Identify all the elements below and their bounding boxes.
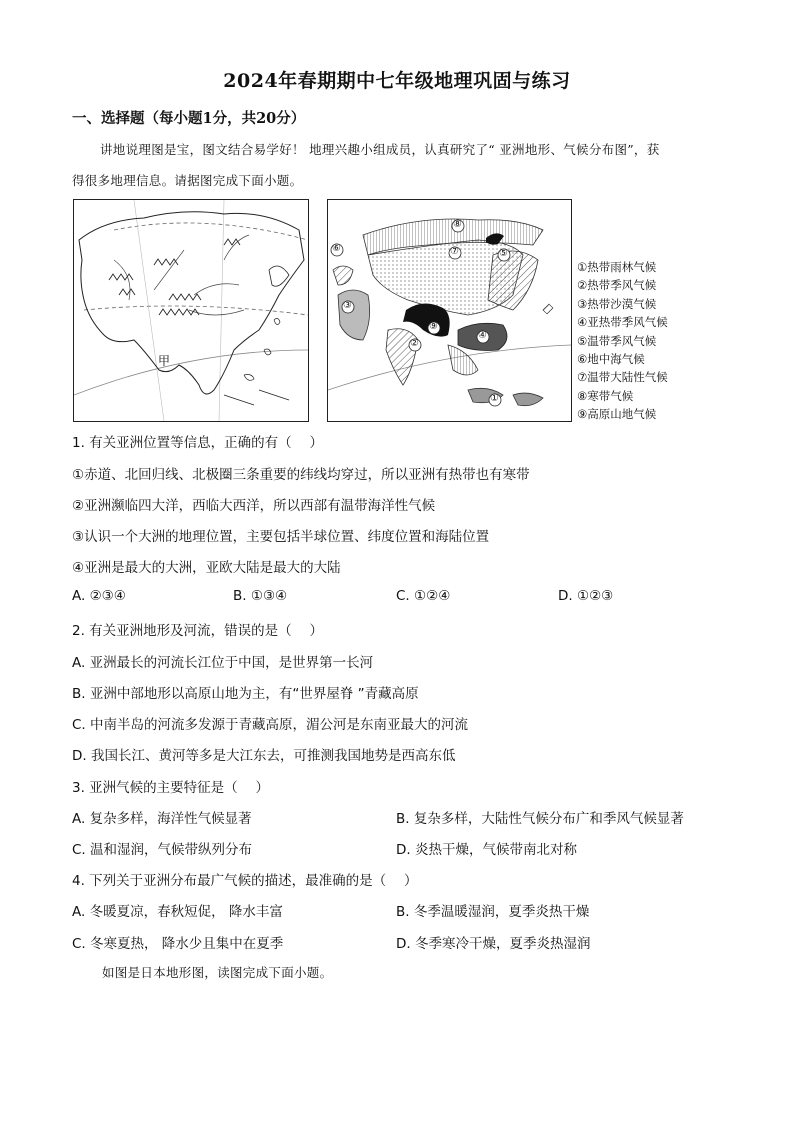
legend-item: ⑦温带大陆性气候: [577, 370, 668, 385]
q1-option-c[interactable]: C. ①②④: [396, 588, 451, 604]
q3-option-a[interactable]: A. 复杂多样，海洋性气候显著: [72, 811, 252, 827]
asia-climate-map-drawing: [328, 200, 571, 421]
q1-stem: 1. 有关亚洲位置等信息，正确的有（ ）: [72, 435, 323, 451]
q4-option-a[interactable]: A. 冬暖夏凉，春秋短促， 降水丰富: [72, 904, 283, 920]
section-heading: 一、选择题（每小题1分，共20分）: [72, 110, 306, 127]
climate-label-9: ⑨: [429, 321, 438, 332]
q2-option-b[interactable]: B. 亚洲中部地形以高原山地为主，有“世界屋脊 ”青藏高原: [72, 686, 419, 702]
legend-item: ⑤温带季风气候: [577, 333, 657, 348]
q1-statement-1: ①赤道、北回归线、北极圈三条重要的纬线均穿过，所以亚洲有热带也有寒带: [72, 467, 530, 483]
q2-stem: 2. 有关亚洲地形及河流，错误的是（ ）: [72, 623, 323, 639]
intro-line-1: 讲地说理图是宝，图文结合易学好！ 地理兴趣小组成员，认真研究了“ 亚洲地形、气候分布图”，获: [100, 142, 660, 157]
intro-line-2: 得很多地理信息。请据图完成下面小题。: [72, 173, 303, 188]
legend-item: ②热带季风气候: [577, 278, 657, 293]
legend-item: ③热带沙漠气候: [577, 296, 657, 311]
q2-option-a[interactable]: A. 亚洲最长的河流长江位于中国，是世界第一长河: [72, 655, 374, 671]
label-jia: 甲: [158, 354, 171, 368]
page-title: 2024年春期期中七年级地理巩固与练习: [223, 70, 571, 92]
climate-label-8: ⑧: [453, 219, 462, 230]
climate-label-3: ③: [343, 300, 352, 311]
q4-option-b[interactable]: B. 冬季温暖湿润，夏季炎热干燥: [396, 904, 590, 920]
q4-stem: 4. 下列关于亚洲分布最广气候的描述，最准确的是（ ）: [72, 873, 418, 889]
q1-statement-3: ③认识一个大洲的地理位置，主要包括半球位置、纬度位置和海陆位置: [72, 529, 490, 545]
q3-option-d[interactable]: D. 炎热干燥，气候带南北对称: [396, 842, 577, 858]
q1-option-a[interactable]: A. ②③④: [72, 588, 126, 604]
climate-label-5: ⑤: [499, 248, 508, 259]
q2-option-d[interactable]: D. 我国长江、黄河等多是大江东去，可推测我国地势是西高东低: [72, 748, 456, 764]
climate-legend: [577, 258, 668, 424]
q3-stem: 3. 亚洲气候的主要特征是（ ）: [72, 780, 269, 796]
climate-label-1: ①: [490, 393, 499, 404]
q1-option-d[interactable]: D. ①②③: [558, 588, 614, 604]
asia-terrain-map: [73, 199, 309, 422]
q4-option-c[interactable]: C. 冬寒夏热， 降水少且集中在夏季: [72, 936, 284, 952]
climate-label-7: ⑦: [450, 246, 459, 257]
q3-option-c[interactable]: C. 温和湿润，气候带纵列分布: [72, 842, 253, 858]
q4-option-d[interactable]: D. 冬季寒冷干燥，夏季炎热湿润: [396, 936, 591, 952]
japan-map-intro: 如图是日本地形图，读图完成下面小题。: [102, 965, 333, 980]
legend-item: ⑥地中海气候: [577, 352, 645, 367]
legend-item: ④亚热带季风气候: [577, 315, 668, 330]
legend-item: ①热带雨林气候: [577, 260, 657, 274]
q1-statement-4: ④亚洲是最大的大洲，亚欧大陆是最大的大陆: [72, 560, 341, 576]
q3-option-b[interactable]: B. 复杂多样，大陆性气候分布广和季风气候显著: [396, 811, 684, 827]
climate-label-6: ⑥: [332, 243, 341, 254]
q1-statement-2: ②亚洲濒临四大洋，西临大西洋，所以西部有温带海洋性气候: [72, 498, 436, 514]
legend-item: ⑧寒带气候: [577, 388, 634, 403]
legend-item: ⑨高原山地气候: [577, 407, 657, 422]
asia-terrain-map-drawing: [74, 200, 308, 421]
climate-label-2: ②: [410, 338, 419, 349]
asia-climate-map: [327, 199, 572, 422]
climate-label-4: ④: [478, 330, 487, 341]
q1-option-b[interactable]: B. ①③④: [233, 588, 288, 604]
q2-option-c[interactable]: C. 中南半岛的河流多发源于青藏高原，湄公河是东南亚最大的河流: [72, 717, 469, 733]
